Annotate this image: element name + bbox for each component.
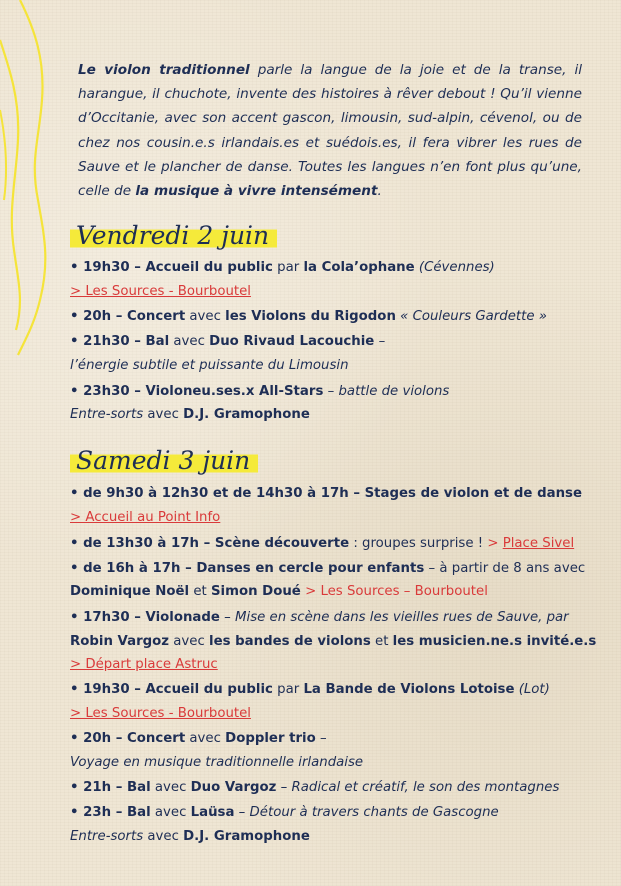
intro-paragraph: [78, 58, 582, 203]
saturday-line-12: Voyage en musique traditionnelle irlandaise: [70, 755, 364, 770]
friday-location-link-1[interactable]: > Les Sources - Bourboutel: [70, 284, 251, 299]
yellow-swirl-decoration: [0, 0, 80, 360]
friday-line-4: • 21h30 – Bal avec Duo Rivaud Lacouchie –: [70, 334, 386, 349]
saturday-line-1: • de 9h30 à 12h30 et de 14h30 à 17h – Stages de violon et de danse: [70, 486, 582, 501]
intro-end: .: [377, 183, 382, 200]
saturday-location-link-1[interactable]: > Accueil au Point Info: [70, 510, 221, 525]
saturday-line-13: • 21h – Bal avec Duo Vargoz – Radical et créatif, le son des montagnes: [70, 780, 560, 795]
saturday-location-link-3[interactable]: > Les Sources - Bourboutel: [70, 706, 251, 721]
saturday-line-7: Robin Vargoz avec les bandes de violons et les musicien.ne.s invité.e.s: [70, 634, 597, 649]
saturday-location-link-2[interactable]: > Départ place Astruc: [70, 657, 218, 672]
friday-line-3: • 20h – Concert avec les Violons du Rigodon « Couleurs Gardette »: [70, 309, 547, 324]
saturday-line-6: • 17h30 – Violonade – Mise en scène dans les vieilles rues de Sauve, par: [70, 610, 569, 625]
saturday-line-9: • 19h30 – Accueil du public par La Bande de Violons Lotoise (Lot): [70, 682, 550, 697]
saturday-line-5: Dominique Noël et Simon Doué > Les Sources – Bourboutel: [70, 584, 488, 599]
place-sivel-link[interactable]: Place Sivel: [502, 536, 575, 551]
friday-line-7: Entre-sorts avec D.J. Gramophone: [70, 407, 310, 422]
friday-line-6: • 23h30 – Violoneu.ses.x All-Stars – battle de violons: [70, 384, 450, 399]
friday-line-5: l’énergie subtile et puissante du Limousin: [70, 358, 349, 373]
friday-title: Vendredi 2 juin: [70, 221, 277, 250]
intro-text: parle la langue de la joie et de la transe, il harangue, il chuchote, invente des histoires à rêver debout ! Qu’il vienne d’Occitanie, avec son accent gascon, limousin, sud-alpin, cévenol, ou de chez nos cousin.e.s irlandais.es et suédois.es, il fera vibrer les rues de Sauve et le plancher de danse. Toutes les langues n’en font plus qu’une, celle de: [78, 62, 582, 200]
intro-bold-2: la musique à vivre intensément: [135, 183, 378, 200]
les-sources-link[interactable]: > Les Sources – Bourboutel: [300, 584, 488, 599]
friday-line-1: • 19h30 – Accueil du public par la Cola’ophane (Cévennes): [70, 260, 495, 275]
saturday-line-11: • 20h – Concert avec Doppler trio –: [70, 731, 327, 746]
saturday-title: Samedi 3 juin: [70, 446, 258, 475]
intro-bold-1: Le violon traditionnel: [78, 62, 250, 78]
saturday-line-14: • 23h – Bal avec Laüsa – Détour à travers chants de Gascogne: [70, 805, 499, 820]
saturday-line-4: • de 16h à 17h – Danses en cercle pour enfants – à partir de 8 ans avec: [70, 561, 586, 576]
saturday-line-3: • de 13h30 à 17h – Scène découverte : groupes surprise ! > Place Sivel: [70, 536, 575, 551]
saturday-line-15: Entre-sorts avec D.J. Gramophone: [70, 829, 310, 844]
